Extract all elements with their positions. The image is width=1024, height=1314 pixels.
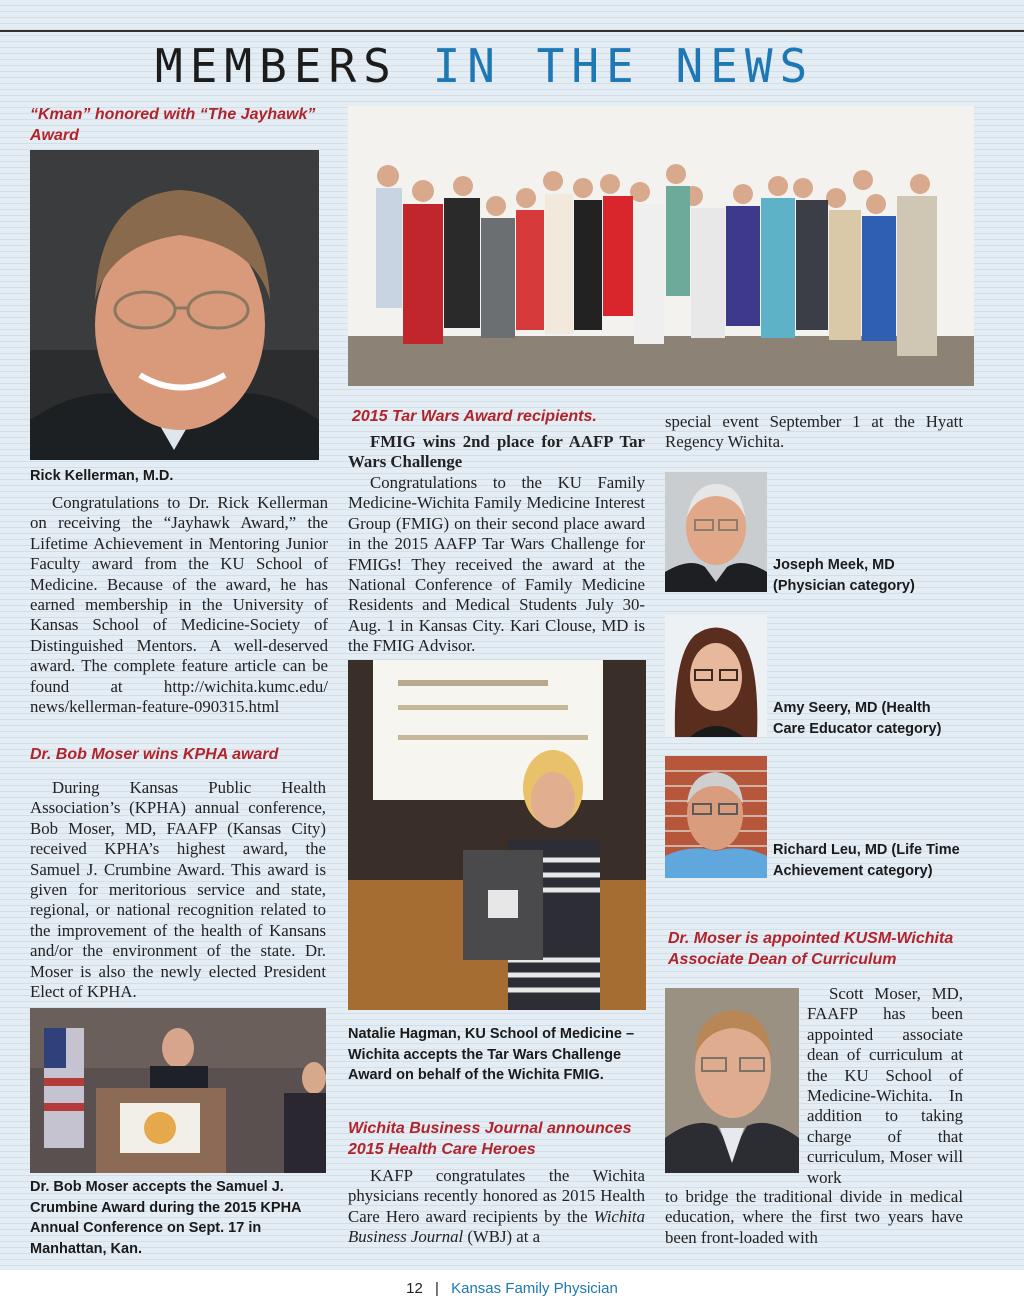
seery-caption: Amy Seery, MD (Health Care Educator category) [773, 700, 942, 737]
kellerman-body [30, 493, 328, 718]
masthead-rule [0, 30, 1024, 32]
wbj-body-continued-text: special event September 1 at the Hyatt Regency Wichita. [665, 412, 963, 452]
moser-award-caption: Dr. Bob Moser accepts the Samuel J. Crumbine Award during the 2015 KPHA Annual Conference on Sept. 17 in Manhattan, Kan. [30, 1179, 301, 1257]
kellerman-photo [30, 150, 319, 460]
tar-wars-body [348, 473, 645, 658]
wbj-body-text: KAFP congratulates the Wichita physicians recently honored as 2015 Health Care Hero award recipients by the [348, 1166, 645, 1226]
moser-dean-body-wrap [807, 984, 963, 1190]
tar-wars-body-text: Congratulations to the KU Family Medicine-Wichita Family Medicine Interest Group (FMIG) on their second place award in the 2015 AAFP Tar Wars Challenge for FMIGs! They received the award at the National Conference of Family Medicine Residents and Medical Students July 30-Aug. 1 in Kansas City. Kari Clouse, MD is the FMIG Advisor. [348, 473, 645, 656]
kellerman-body-text: Congratulations to Dr. Rick Kellerman on receiving the “Jayhawk Award,” the Lifetime Achievement in Mentoring Junior Faculty award from the KU School of Medicine. Because of the award, he has earned membership in the University of Kansas School of Medicine-Society of Distinguished Mentors. A well-deserved award. The complete feature article can be found at http://wichita.kumc.edu/ news/kellerman-feature-090315.html [30, 493, 328, 717]
leu-photo [665, 756, 767, 878]
meek-caption: Joseph Meek, MD (Physician category) [773, 557, 915, 594]
tar-wars-subhead: FMIG wins 2nd place for AAFP Tar Wars Challenge [348, 432, 645, 472]
masthead [155, 38, 814, 94]
tar-wars-group-photo [348, 106, 974, 386]
footer-separator: | [435, 1280, 439, 1297]
wbj-body [348, 1166, 645, 1248]
moser-kpha-body-text: During Kansas Public Health Association’s (KPHA) annual conference, Bob Moser, MD, FAAFP (Kansas City) received KPHA’s highest award, the Samuel J. Crumbine Award. This award is given for meritorious service and state, regional, or national recognition related to the improvement of the health of Kansans and/or the environment of the state. Dr. Moser is also the newly elected President Elect of KPHA. [30, 778, 326, 1002]
page-footer [0, 1280, 1024, 1297]
wbj-body-tail: (WBJ) at a [463, 1227, 541, 1247]
seery-photo [665, 615, 767, 737]
magazine-name: Kansas Family Physician [451, 1280, 618, 1297]
masthead-in-the-news: IN THE NEWS [432, 39, 815, 93]
moser-dean-body-continued: to bridge the traditional divide in medical education, where the first two years have been front-loaded with [665, 1187, 963, 1247]
moser-award-photo [30, 1008, 326, 1173]
hagman-photo [348, 660, 646, 1010]
moser-kpha-body [30, 778, 326, 1003]
leu-caption: Richard Leu, MD (Life Time Achievement category) [773, 842, 960, 879]
tar-wars-photo-caption: 2015 Tar Wars Award recipients. [352, 408, 597, 425]
wbj-headline: Wichita Business Journal announces 2015 Health Care Heroes [348, 1120, 632, 1158]
moser-dean-body-full [665, 1187, 963, 1249]
moser-dean-body-text: Scott Moser, MD, FAAFP has been appointed associate dean of curriculum at the KU School of Medicine-Wichita. In addition to taking charge of that curriculum, Moser will work [807, 984, 963, 1187]
wbj-publication-name: Wichita Business Journal [348, 1206, 645, 1247]
masthead-members: MEMBERS [155, 39, 398, 93]
hagman-caption: Natalie Hagman, KU School of Medicine – Wichita accepts the Tar Wars Challenge Award on behalf of the Wichita FMIG. [348, 1026, 635, 1083]
moser-kpha-headline: Dr. Bob Moser wins KPHA award [30, 746, 279, 763]
kman-headline: “Kman” honored with “The Jayhawk” Award [30, 106, 316, 144]
page-number: 12 [406, 1280, 423, 1297]
kellerman-caption: Rick Kellerman, M.D. [30, 468, 174, 484]
wbj-body-continued [665, 412, 963, 453]
meek-photo [665, 472, 767, 592]
scott-moser-photo [665, 988, 799, 1173]
moser-dean-headline: Dr. Moser is appointed KUSM-Wichita Associate Dean of Curriculum [668, 930, 954, 968]
